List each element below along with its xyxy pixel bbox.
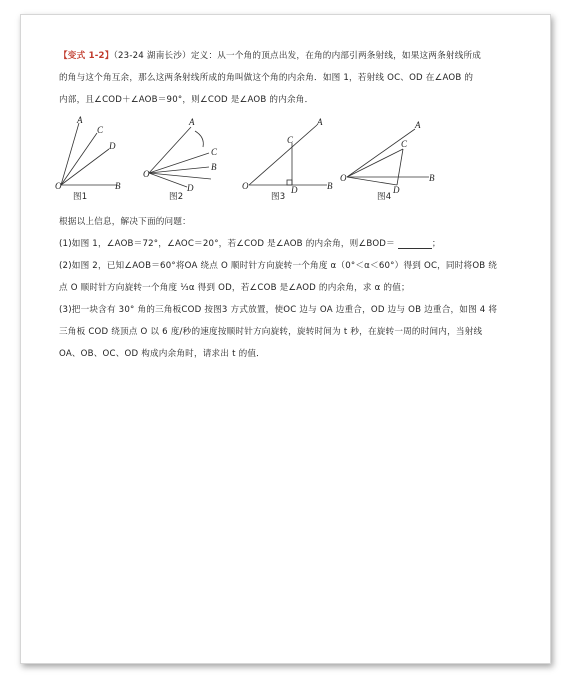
geometry-figures xyxy=(55,115,529,203)
fig4-label-d: D xyxy=(393,185,400,195)
question-3 xyxy=(59,299,519,365)
fig4-label-b: B xyxy=(429,173,435,183)
definition-line-3: 内部，且∠COD＋∠AOB＝90°，则∠COD 是∠AOB 的内余角． xyxy=(59,95,314,105)
question-1-text: (1)如图 1，∠AOB＝72°，∠AOC＝20°，若∠COD 是∠AOB 的内余角，则∠BOD＝ xyxy=(59,239,395,249)
definition-line-2: 的角与这个角互余，那么这两条射线所成的角叫做这个角的内余角．如图 1，若射线 OC、OD 在∠AOB 的 xyxy=(59,73,474,83)
fig2-label-c: C xyxy=(211,147,218,157)
fig3-caption: 图3 xyxy=(271,192,286,202)
question-2 xyxy=(59,255,519,299)
definition-line-1: 定义：从一个角的顶点出发，在角的内部引两条射线，如果这两条射线所成 xyxy=(190,51,482,61)
question-2-line-1: (2)如图 2，已知∠AOB＝60°将OA 绕点 O 顺时针方向旋转一个角度 α（0°＜α＜60°）得到 OC，同时将OB 绕 xyxy=(59,261,498,271)
fig3-label-b: B xyxy=(327,181,333,191)
fig2-label-a: A xyxy=(189,117,195,127)
question-3-line-1: (3)把一块含有 30° 角的三角板COD 按图3 方式放置，使OC 边与 OA 边重合，OD 边与 OB 边重合，如图 4 将 xyxy=(59,305,498,315)
fig1-caption: 图1 xyxy=(73,192,88,202)
question-3-line-2: 三角板 COD 绕顶点 O 以 6 度/秒的速度按顺时针方向旋转，旋转时间为 t 秒，在旋转一周的时间内，当射线 xyxy=(59,327,483,337)
figures-row xyxy=(55,115,519,203)
fig2-label-b: B xyxy=(211,162,217,172)
question-3-line-3: OA、OB、OC、OD 构成内余角时，请求出 t 的值． xyxy=(59,349,265,359)
fig1-label-a: A xyxy=(77,115,83,125)
answer-blank xyxy=(398,239,432,249)
fig4-label-o: O xyxy=(340,173,347,183)
fig3-label-c: C xyxy=(287,135,294,145)
fig3-label-d: D xyxy=(291,185,298,195)
document-page xyxy=(20,14,551,664)
fig1-label-c: C xyxy=(97,125,104,135)
fig3-label-o: O xyxy=(242,181,249,191)
intro-text: 根据以上信息，解决下面的问题： xyxy=(59,217,191,227)
question-2-line-2: 点 O 顺时针方向旋转一个角度 ⅓α 得到 OD，若∠COB 是∠AOD 的内余角，求 α 的值； xyxy=(59,283,410,293)
fig4-caption: 图4 xyxy=(377,192,392,202)
fig2-caption: 图2 xyxy=(169,192,184,202)
fig2-label-d: D xyxy=(187,183,194,193)
question-1-end: ； xyxy=(431,239,441,249)
problem-source: （23-24 湖南长沙） xyxy=(113,51,191,61)
fig1-label-d: D xyxy=(109,141,116,151)
question-1 xyxy=(59,233,519,255)
fig4-label-c: C xyxy=(401,139,408,149)
fig2-label-o: O xyxy=(143,169,150,179)
fig3-label-a: A xyxy=(317,117,323,127)
problem-statement xyxy=(59,45,519,111)
fig4-label-a: A xyxy=(415,120,421,130)
problem-tag: 【变式 1-2】 xyxy=(59,51,114,61)
fig1-label-b: B xyxy=(115,181,121,191)
fig1-label-o: O xyxy=(55,181,62,191)
problem-content xyxy=(55,45,519,365)
